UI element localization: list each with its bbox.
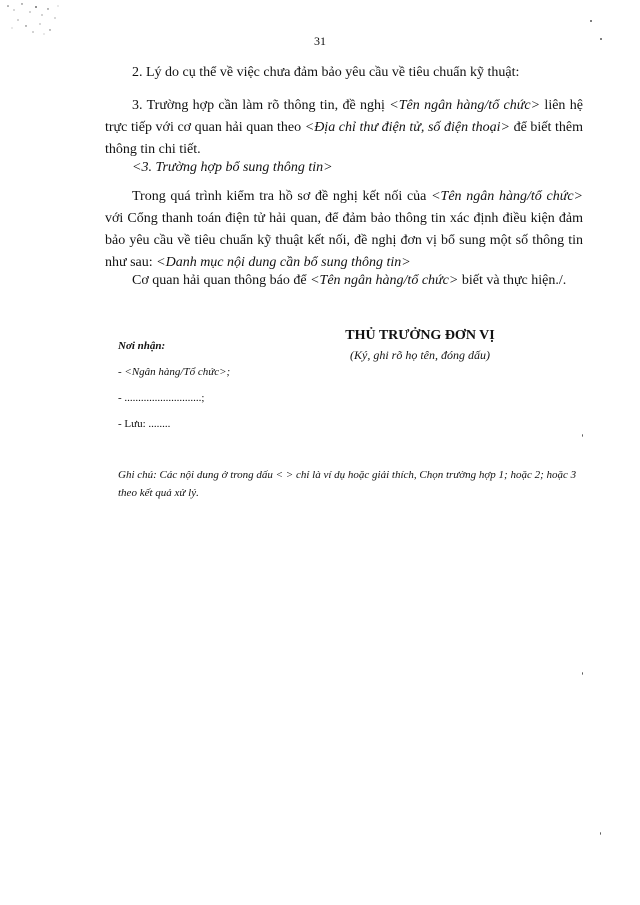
clarification-text-a: 3. Trường hợp cần làm rõ thông tin, đề nghị	[132, 98, 390, 113]
case3-heading: <3. Trường hợp bổ sung thông tin>	[132, 160, 333, 175]
notice-text-c: biết và thực hiện./.	[458, 273, 567, 288]
reason-text: 2. Lý do cụ thể về việc chưa đảm bảo yêu cầu về tiêu chuẩn kỹ thuật:	[132, 65, 520, 80]
case3-heading-paragraph	[105, 157, 583, 179]
notice-paragraph	[105, 270, 583, 292]
supplement-text-c: với Cổng thanh toán điện tử hải quan, để đảm bảo thông tin xác định điều kiện đảm bảo yêu cầu về tiêu chuẩn kỹ thuật kết nối, đề nghị đơn vị bổ sung một số thông tin như sau:	[105, 211, 583, 270]
scan-speck	[582, 434, 583, 437]
recipient-item: - <Ngân hàng/Tổ chức>;	[118, 366, 231, 378]
footnote: Ghi chú: Các nội dung ở trong dấu < > chỉ là ví dụ hoặc giải thích, Chọn trường hợp 1; hoặc 2; hoặc 3 theo kết quả xử lý.	[118, 469, 577, 499]
content-list-placeholder: <Danh mục nội dung cần bổ sung thông tin>	[156, 255, 411, 270]
scan-speck	[590, 20, 592, 22]
signature-title: THỦ TRƯỞNG ĐƠN VỊ	[345, 328, 495, 343]
reason-paragraph	[105, 62, 583, 84]
scan-speck	[600, 832, 601, 835]
scan-speck	[582, 672, 583, 675]
clarification-paragraph	[105, 95, 583, 161]
supplement-text-a: Trong quá trình kiểm tra hồ sơ đề nghị kết nối của	[132, 189, 432, 204]
bank-name-placeholder: <Tên ngân hàng/tổ chức>	[310, 273, 459, 288]
page-number: 31	[314, 34, 326, 48]
recipient-item: - ............................;	[118, 392, 205, 404]
notice-text-a: Cơ quan hải quan thông báo để	[132, 273, 311, 288]
bank-name-placeholder: <Tên ngân hàng/tổ chức>	[431, 189, 583, 204]
recipients-block	[118, 333, 318, 437]
signature-block	[320, 326, 520, 364]
supplement-paragraph	[105, 186, 583, 274]
clarification-text-e: để biết thêm thông tin chi tiết.	[105, 120, 584, 157]
bank-name-placeholder: <Tên ngân hàng/tổ chức>	[389, 98, 541, 113]
signature-subtitle: (Ký, ghi rõ họ tên, đóng dấu)	[350, 348, 490, 362]
recipients-heading: Nơi nhận:	[118, 340, 166, 352]
clarification-text-c: liên hệ trực tiếp với cơ quan hải quan theo	[105, 98, 583, 135]
recipient-item: - Lưu: ........	[118, 418, 171, 430]
contact-placeholder: <Địa chỉ thư điện tử, số điện thoại>	[304, 120, 510, 135]
